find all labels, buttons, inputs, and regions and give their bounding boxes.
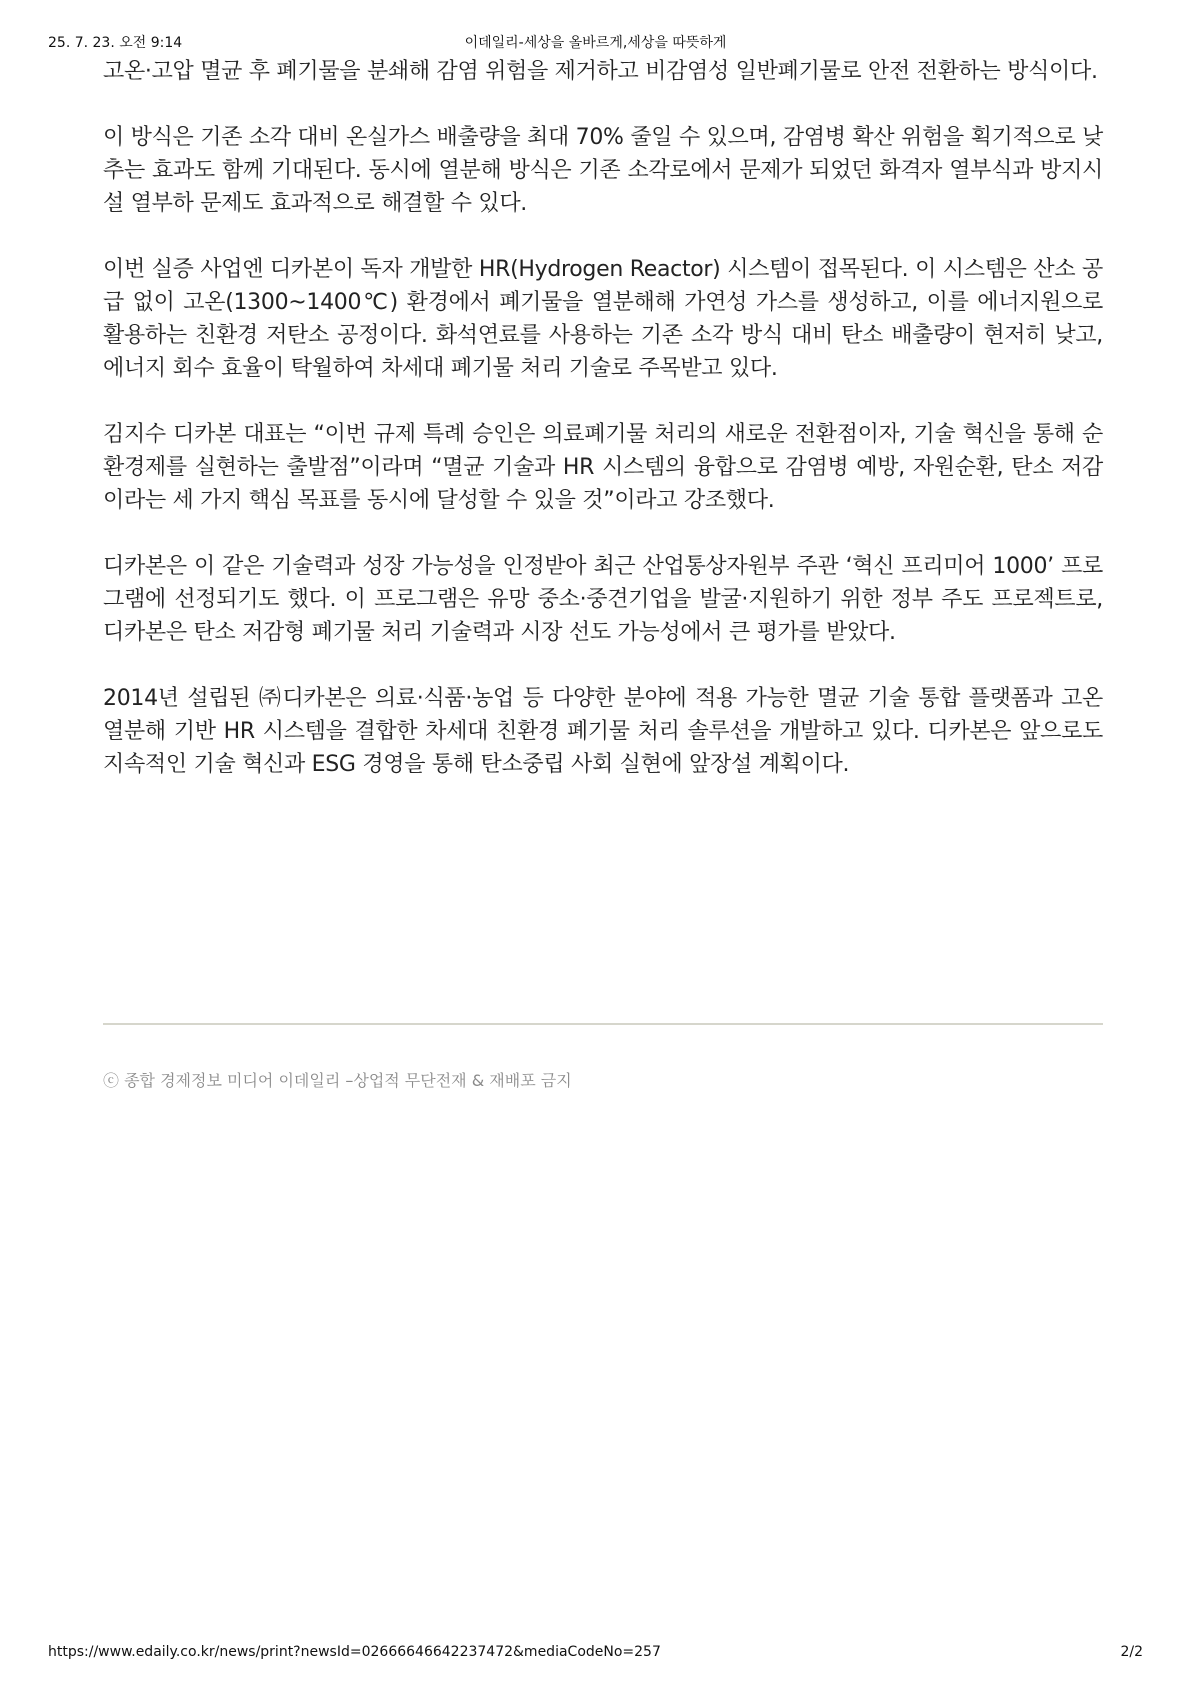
print-page-title: 이데일리-세상을 올바르게,세상을 따뜻하게	[464, 35, 727, 51]
article-paragraph: 디카본은 이 같은 기술력과 성장 가능성을 인정받아 최근 산업통상자원부 주관 ‘혁신 프리미어 1000’ 프로그램에 선정되기도 했다. 이 프로그램은 유망 중소·중견기업을 발굴·지원하기 위한 정부 주도 프로젝트로, 디카본은 탄소 저감형 폐기물 처리 기술력과 시장 선도 가능성에서 큰 평가를 받았다.	[103, 554, 1103, 645]
print-header	[48, 32, 1143, 54]
article-paragraph: 이 방식은 기존 소각 대비 온실가스 배출량을 최대 70% 줄일 수 있으며, 감염병 확산 위험을 획기적으로 낮추는 효과도 함께 기대된다. 동시에 열분해 방식은 기존 소각로에서 문제가 되었던 화격자 열부식과 방지시설 열부하 문제도 효과적으로 해결할 수 있다.	[103, 125, 1103, 216]
print-url: https://www.edaily.co.kr/news/print?newsId=02666646642237472&mediaCodeNo=257	[48, 1644, 661, 1660]
article-body	[103, 55, 1103, 814]
print-footer	[48, 1644, 1143, 1666]
article-paragraph: 고온·고압 멸균 후 폐기물을 분쇄해 감염 위험을 제거하고 비감염성 일반폐기물로 안전 전환하는 방식이다.	[103, 59, 1098, 84]
article-divider	[103, 1023, 1103, 1025]
page-number: 2/2	[1120, 1644, 1143, 1660]
print-datetime: 25. 7. 23. 오전 9:14	[48, 35, 183, 51]
article-paragraph: 2014년 설립된 ㈜디카본은 의료·식품·농업 등 다양한 분야에 적용 가능한 멸균 기술 통합 플랫폼과 고온 열분해 기반 HR 시스템을 결합한 차세대 친환경 폐기물 처리 솔루션을 개발하고 있다. 디카본은 앞으로도 지속적인 기술 혁신과 ESG 경영을 통해 탄소중립 사회 실현에 앞장설 계획이다.	[103, 686, 1103, 777]
article-paragraph: 김지수 디카본 대표는 “이번 규제 특례 승인은 의료폐기물 처리의 새로운 전환점이자, 기술 혁신을 통해 순환경제를 실현하는 출발점”이라며 “멸균 기술과 HR 시스템의 융합으로 감염병 예방, 자원순환, 탄소 저감이라는 세 가지 핵심 목표를 동시에 달성할 수 있을 것”이라고 강조했다.	[103, 422, 1103, 513]
copyright-notice: ⓒ 종합 경제정보 미디어 이데일리 –상업적 무단전재 & 재배포 금지	[103, 1071, 572, 1090]
article-paragraph: 이번 실증 사업엔 디카본이 독자 개발한 HR(Hydrogen Reactor) 시스템이 접목된다. 이 시스템은 산소 공급 없이 고온(1300~1400℃) 환경에서 폐기물을 열분해해 가연성 가스를 생성하고, 이를 에너지원으로 활용하는 친환경 저탄소 공정이다. 화석연료를 사용하는 기존 소각 방식 대비 탄소 배출량이 현저히 낮고, 에너지 회수 효율이 탁월하여 차세대 폐기물 처리 기술로 주목받고 있다.	[103, 257, 1103, 381]
